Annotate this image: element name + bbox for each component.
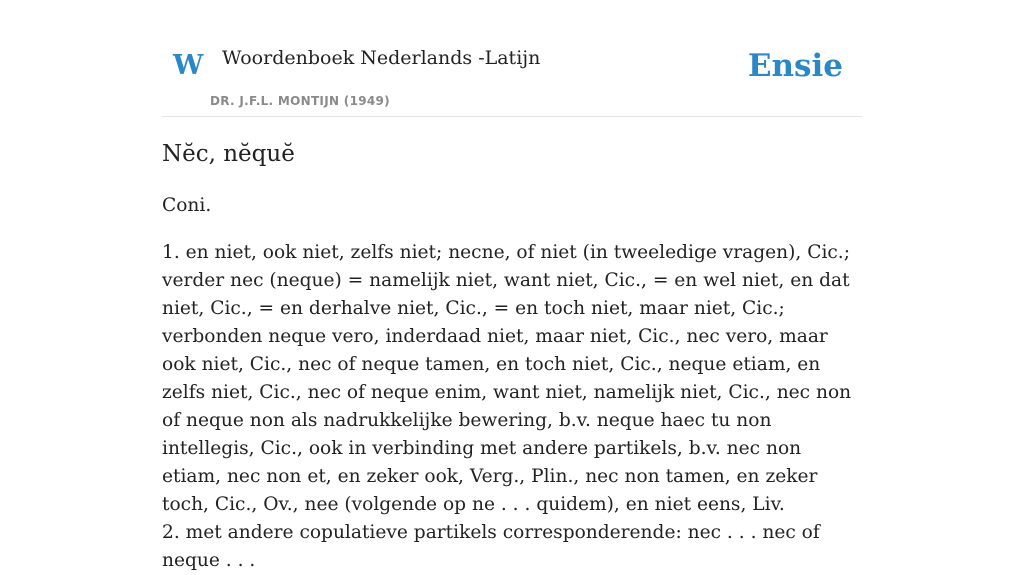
entry-headword: Nĕc, nĕquĕ — [162, 141, 295, 167]
part-of-speech: Coni. — [162, 195, 212, 216]
dictionary-header — [162, 0, 862, 117]
entry-sense-1: 1. en niet, ook niet, zelfs niet; necne, of niet (in tweeledige vragen), Cic.; verder nec (neque) = namelijk niet, want niet, Cic., = en wel niet, en dat niet, Cic., = en derhalve niet, Cic., = en toch niet, maar niet, Cic.; verbonden neque vero, inderdaad niet, maar niet, Cic., nec vero, maar ook niet, Cic., nec of neque tamen, en toch niet, Cic., neque etiam, en zelfs niet, Cic., nec of neque enim, want niet, namelijk niet, Cic., nec non of neque non als nadrukkelijke bewering, b.v. neque haec tu non intellegis, Cic., ook in verbinding met andere partikels, b.v. nec non etiam, nec non et, en zeker ook, Verg., Plin., nec non tamen, en zeker toch, Cic., Ov., nee (volgende op ne . . . quidem), en niet eens, Liv. — [162, 242, 852, 515]
ensie-logo-link[interactable]: Ensie — [747, 48, 843, 84]
dictionary-title[interactable]: Woordenboek Nederlands -Latijn — [222, 47, 541, 69]
dictionary-author: DR. J.F.L. MONTIJN (1949) — [210, 94, 390, 108]
entry-body — [162, 192, 862, 575]
dictionary-logo-icon[interactable]: W — [173, 50, 204, 81]
entry-sense-2: 2. met andere copulatieve partikels corresponderende: nec . . . nec of neque . . . — [162, 522, 820, 571]
